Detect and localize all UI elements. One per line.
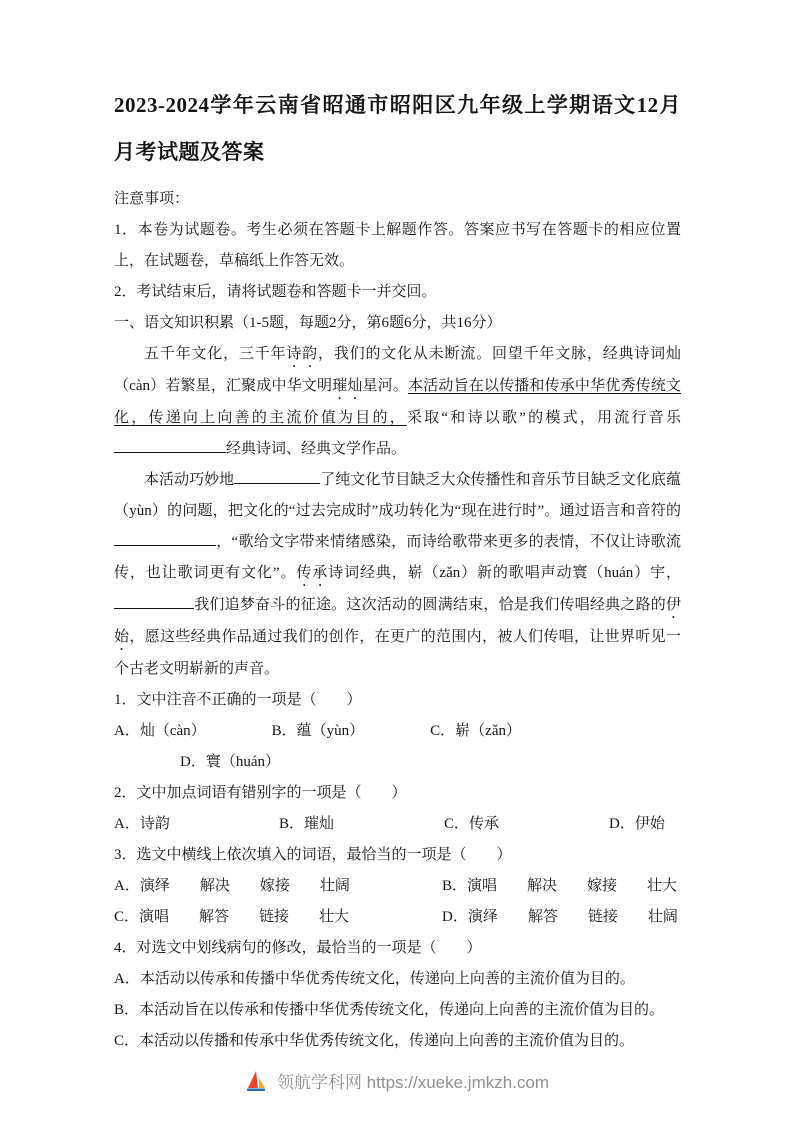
underlined-sentence: 本活动旨在以传播和传承中华优秀传统文化，传递向上向善的主流价值为目的， — [114, 378, 681, 426]
question-2-options — [114, 809, 681, 840]
site-watermark-text: 领航学科网 https://xueke.jmkzh.com — [276, 1073, 550, 1092]
question-3-prompt: 3．选文中横线上依次填入的词语，最恰当的一项是（ ） — [114, 847, 512, 863]
option-d: D．演绎 解答 链接 壮阔 — [442, 909, 678, 925]
option-c: C．崭（zǎn） — [430, 723, 521, 739]
notice-item-1: 1．本卷为试题卷。考生必须在答题卡上解题作答。答案应书写在答题卡的相应位置上，在试题卷，草稿纸上作答无效。 — [114, 222, 681, 269]
notice-heading: 注意事项： — [114, 191, 190, 207]
question-4-option-b: B．本活动旨在以传承和传播中华优秀传统文化，传递向上向善的主流价值为目的。 — [114, 1002, 665, 1018]
passage-text: ，“歌给文字带来情绪感染，而诗给歌带来更多的表情，不仅让诗歌流传，也让歌词更有文化”。 — [114, 534, 681, 581]
option-a: A．演绎 解决 嫁接 壮阔 — [114, 878, 350, 894]
blank-line — [114, 449, 226, 453]
question-4-prompt: 4．对选文中划线病句的修改，最恰当的一项是（ ） — [114, 940, 482, 956]
option-c: C．传承 — [444, 816, 500, 832]
dotted-word-chuancheng: 传承 — [296, 565, 329, 581]
passage-text: 经典诗词、经典文学作品。 — [226, 441, 407, 457]
passage-text: 了纯文化节目缺乏大众传播性和音乐节目缺乏文化底蕴（yùn）的问题，把文化的“过去完成时”成功转化为“现在进行时”。通过语言和音符的 — [114, 472, 681, 519]
footer-watermark — [0, 1068, 793, 1093]
option-b: B．演唱 解决 嫁接 壮大 — [442, 878, 678, 894]
passage-text: 诗词经典，崭（zǎn）新的歌唱声动寰（huán）宇， — [328, 565, 681, 581]
option-d: D．寰（huán） — [180, 754, 280, 770]
dotted-word-yishi: 伊始 — [114, 597, 681, 645]
passage-text: 五千年文化，三千年 — [144, 346, 287, 362]
site-logo-icon — [244, 1069, 268, 1093]
blank-line — [114, 605, 194, 609]
option-c: C．演唱 解答 链接 壮大 — [114, 909, 350, 925]
blank-line — [114, 542, 216, 546]
passage-text: ，愿这些经典作品通过我们的创作，在更广的范围内，被人们传唱，让世界听见一个古老文明崭新的声音。 — [114, 629, 681, 677]
section-heading: 一、语文知识积累（1-5题，每题2分，第6题6分，共16分） — [114, 315, 502, 331]
option-b: B．璀灿 — [279, 816, 335, 832]
question-1-options — [114, 716, 681, 778]
passage-text: 我们追梦奋斗的征途。这次活动的圆满结束，恰是我们传唱经典之路的 — [194, 597, 666, 613]
document-content — [114, 82, 681, 1057]
option-d: D．伊始 — [609, 816, 665, 832]
passage-text: 采取“和诗以歌”的模式，用流行音乐 — [406, 410, 681, 426]
question-3-options-row-1 — [114, 871, 681, 902]
option-b: B．蕴（yùn） — [271, 723, 365, 739]
passage-paragraph-1 — [114, 339, 681, 465]
notice-item-2: 2．考试结束后，请将试题卷和答题卡一并交回。 — [114, 284, 437, 300]
option-a: A．灿（càn） — [114, 723, 206, 739]
dotted-word-cuican: 璀灿 — [332, 378, 363, 394]
passage-paragraph-2 — [114, 465, 681, 685]
passage-text: 本活动巧妙地 — [144, 472, 235, 488]
passage-text: 星河。 — [362, 378, 409, 394]
question-1-prompt: 1．文中注音不正确的一项是（ ） — [114, 692, 362, 708]
blank-line — [234, 480, 320, 484]
dotted-word-shiyun: 诗韵 — [286, 346, 318, 362]
document-title: 2023-2024学年云南省昭通市昭阳区九年级上学期语文12月月考试题及答案 — [114, 93, 681, 164]
question-2-prompt: 2．文中加点词语有错别字的一项是（ ） — [114, 785, 407, 801]
option-a: A．诗韵 — [114, 816, 170, 832]
passage-text: ，我们的文化从未断流。回望千年文脉，经典诗词灿（càn）若繁星，汇聚成中华文明 — [114, 346, 681, 394]
question-4-option-a: A．本活动以传承和传播中华优秀传统文化，传递向上向善的主流价值为目的。 — [114, 971, 635, 987]
question-4-option-c: C．本活动以传播和传承中华优秀传统文化，传递向上向善的主流价值为目的。 — [114, 1033, 635, 1049]
question-3-options-row-2 — [114, 902, 681, 933]
